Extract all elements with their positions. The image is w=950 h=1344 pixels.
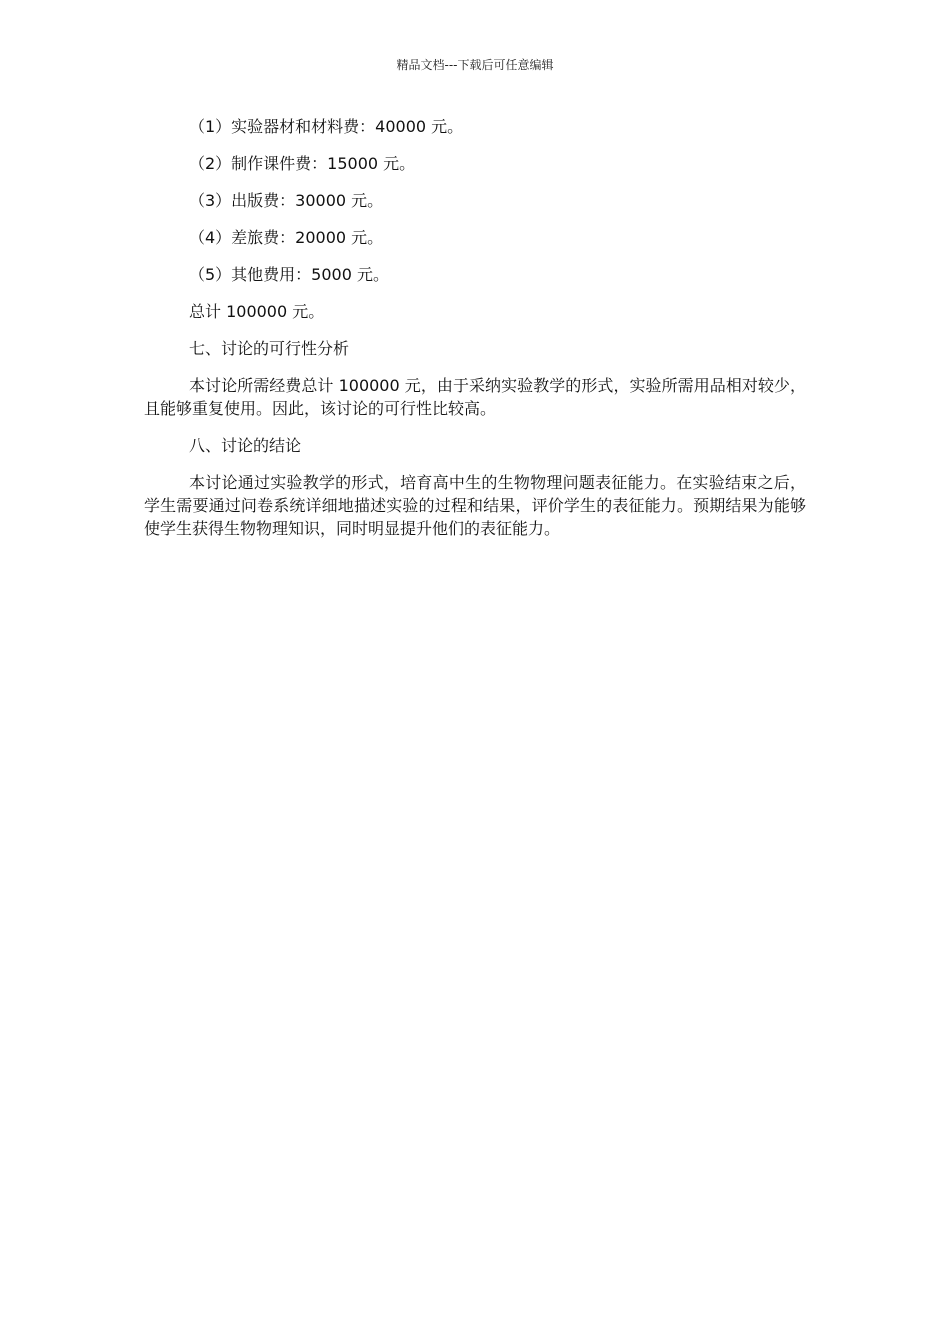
- section-7-heading: 七、讨论的可行性分析: [189, 339, 350, 358]
- budget-item-4: （4）差旅费：20000 元。: [189, 228, 384, 247]
- section-7-paragraph: 本讨论所需经费总计 100000 元，由于采纳实验教学的形式，实验所需用品相对较少，且能够重复使用。因此，该讨论的可行性比较高。: [144, 376, 806, 418]
- section-8-heading: 八、讨论的结论: [189, 436, 302, 455]
- budget-item-1: （1）实验器材和材料费：40000 元。: [189, 117, 464, 136]
- budget-item-2: （2）制作课件费：15000 元。: [189, 154, 416, 173]
- section-8-paragraph: 本讨论通过实验教学的形式，培育高中生的生物物理问题表征能力。在实验结束之后，学生需要通过问卷系统详细地描述实验的过程和结果，评价学生的表征能力。预期结果为能够使学生获得生物物理知识，同时明显提升他们的表征能力。: [144, 473, 806, 538]
- budget-item-5: （5）其他费用：5000 元。: [189, 265, 389, 284]
- page-header: 精品文档---下载后可任意编辑: [396, 58, 554, 72]
- budget-total: 总计 100000 元。: [189, 302, 325, 321]
- document-body: [144, 115, 806, 554]
- budget-item-3: （3）出版费：30000 元。: [189, 191, 384, 210]
